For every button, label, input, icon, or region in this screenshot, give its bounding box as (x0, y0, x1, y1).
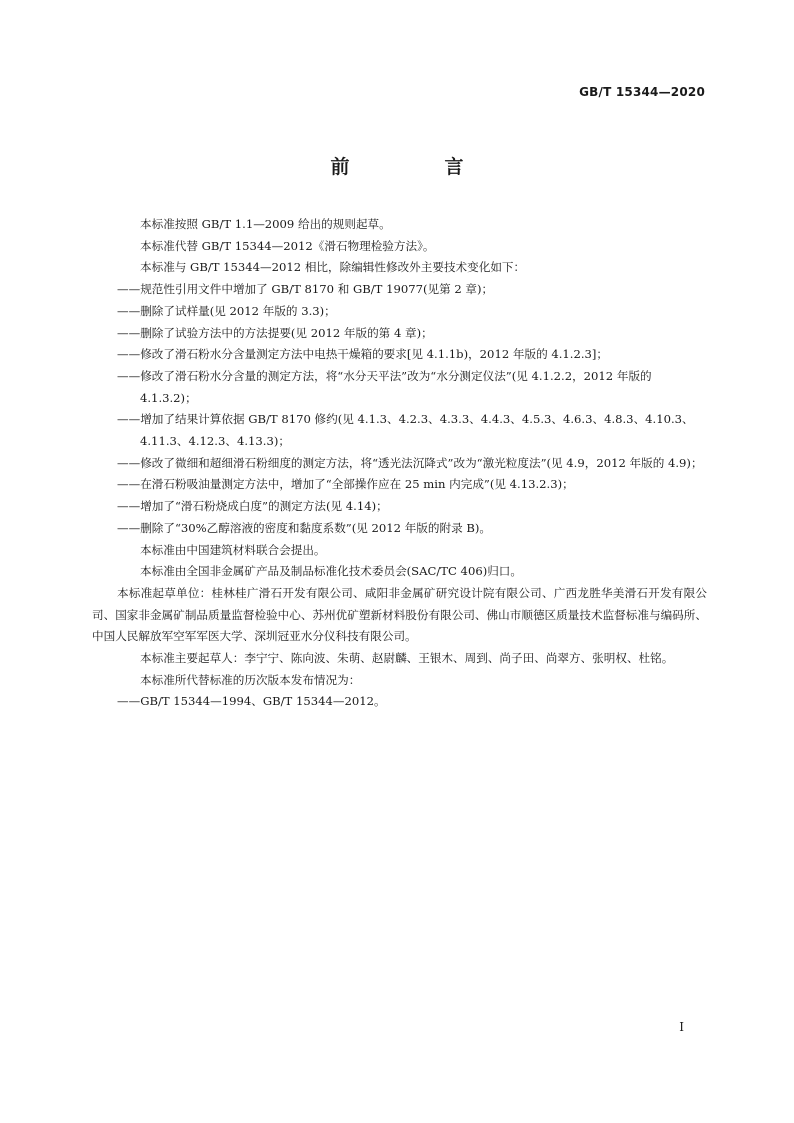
change-item: ——修改了滑石粉水分含量测定方法中电热干燥箱的要求[见 4.1.1b)，2012 年版的 4.1.2.3]； (117, 347, 609, 362)
drafters: 本标准主要起草人：李宁宁、陈向波、朱萌、赵尉麟、王银木、周到、尚子田、尚翠方、张明权、杜铭。 (140, 651, 674, 666)
paragraph: 本标准按照 GB/T 1.1—2009 给出的规则起草。 (140, 217, 391, 231)
change-item: ——修改了滑石粉水分含量的测定方法，将“水分天平法”改为“水分测定仪法”(见 4.1.2.2，2012 年版的 4.1.3.2)； (117, 368, 652, 405)
page-title: 前 言 (330, 156, 502, 178)
paragraph: 本标准由中国建筑材料联合会提出。 (140, 542, 326, 557)
page-number: I (679, 1020, 684, 1034)
change-item: ——规范性引用文件中增加了 GB/T 8170 和 GB/T 19077(见第 2 章)； (117, 282, 494, 297)
change-item: ——增加了“滑石粉烧成白度”的测定方法(见 4.14)； (117, 499, 388, 514)
paragraph: 本标准与 GB/T 15344—2012 相比，除编辑性修改外主要技术变化如下： (140, 260, 526, 275)
change-item: ——删除了试样量(见 2012 年版的 3.3)； (117, 303, 336, 318)
change-item: ——在滑石粉吸油量测定方法中，增加了“全部操作应在 25 min 内完成”(见 4.13.2.3)； (117, 477, 574, 492)
paragraph: 本标准代替 GB/T 15344—2012《滑石物理检验方法》。 (140, 238, 435, 253)
foreword-body (92, 214, 707, 713)
standard-code: GB/T 15344—2020 (579, 85, 705, 99)
change-item: ——增加了结果计算依据 GB/T 8170 修约(见 4.1.3、4.2.3、4.3.3、4.4.3、4.5.3、4.6.3、4.8.3、4.10.3、4.11.3、4.12.3、4.13.3)； (117, 412, 694, 449)
paragraph: 本标准由全国非金属矿产品及制品标准化技术委员会(SAC/TC 406)归口。 (140, 564, 522, 579)
change-item: ——删除了试验方法中的方法提要(见 2012 年版的第 4 章)； (117, 325, 433, 340)
change-item: ——修改了微细和超细滑石粉细度的测定方法，将“透光法沉降式”改为“激光粒度法”(见 4.9，2012 年版的 4.9)； (117, 455, 703, 470)
change-item: ——删除了“30%乙醇溶液的密度和黏度系数”(见 2012 年版的附录 B)。 (117, 520, 492, 535)
drafting-units: 本标准起草单位：桂林桂广滑石开发有限公司、咸阳非金属矿研究设计院有限公司、广西龙胜华美滑石开发有限公司、国家非金属矿制品质量监督检验中心、苏州优矿塑新材料股份有限公司、佛山市顺德区质量技术监督标准与编码所、中国人民解放军空军军医大学、深圳冠亚水分仪科技有限公司。 (92, 585, 707, 644)
change-item: ——GB/T 15344—1994、GB/T 15344—2012。 (117, 694, 386, 709)
paragraph: 本标准所代替标准的历次版本发布情况为： (140, 672, 361, 687)
